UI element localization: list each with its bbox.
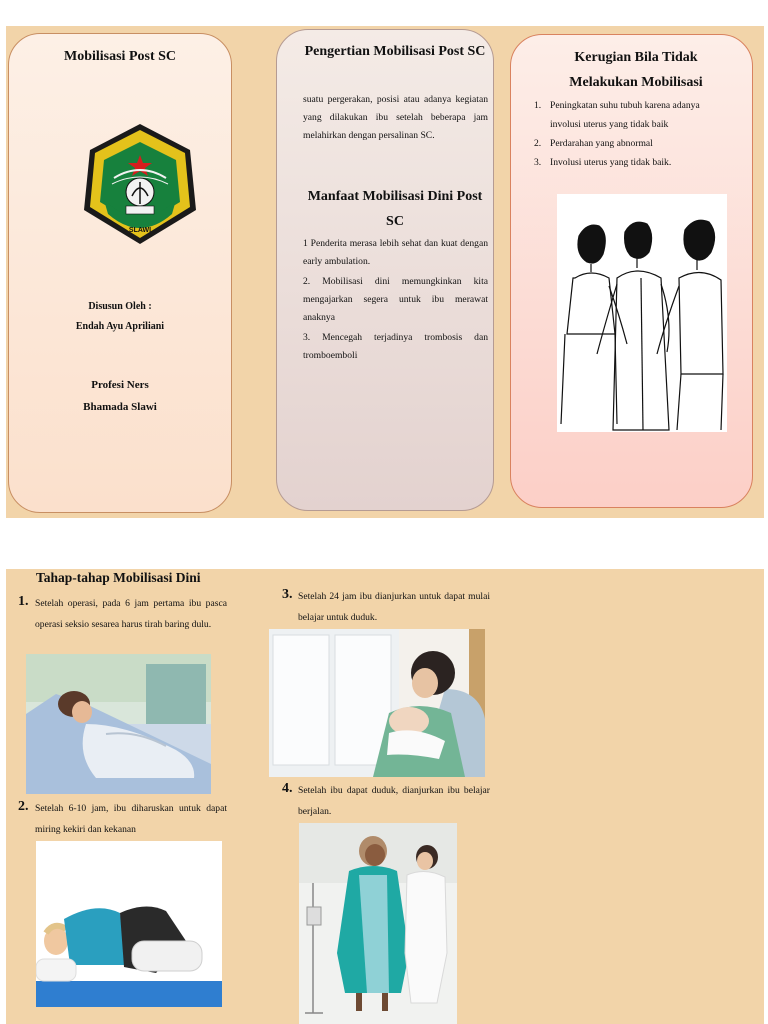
benefit-title: Manfaat Mobilisasi Dini Post SC	[307, 189, 483, 229]
steps-title: Tahap-tahap Mobilisasi Dini	[36, 570, 201, 585]
list-item: 1. Peningkatan suhu tubuh karena adanya involusi uterus yang tidak baik	[534, 100, 700, 130]
step-number: 2.	[18, 799, 29, 814]
step-text: Setelah ibu dapat duduk, dianjurkan ibu belajar berjalan.	[298, 785, 490, 817]
step-number: 1.	[18, 594, 29, 609]
step-text: Setelah 6-10 jam, ibu diharuskan untuk dapat miring kekiri dan kekanan	[35, 803, 227, 835]
step-number: 4.	[282, 781, 293, 796]
step-text: Setelah 24 jam ibu dianjurkan untuk dapat mulai belajar untuk duduk.	[298, 591, 490, 623]
walking-assist-illustration	[557, 194, 727, 432]
school-logo	[82, 122, 198, 246]
author-name: Endah Ayu Apriliani	[75, 321, 165, 332]
svg-text:SLAWI: SLAWI	[128, 227, 152, 234]
definition-text: suatu pergerakan, posisi atau adanya kegiatan yang dilakukan ibu setelah beberapa jam melahirkan dengan persalinan SC.	[303, 94, 488, 142]
list-item: 2. Perdarahan yang abnormal	[534, 138, 653, 149]
disadvantage-list	[534, 96, 730, 172]
cover-panel	[8, 33, 232, 513]
author-label: Disusun Oleh :	[88, 301, 152, 312]
disadvantage-title: Kerugian Bila Tidak Melakukan Mobilisasi	[569, 50, 703, 90]
institution-name: Bhamada Slawi	[83, 401, 157, 413]
photo-side-lying	[36, 841, 222, 1007]
step-text: Setelah operasi, pada 6 jam pertama ibu pasca operasi seksio sesarea harus tirah baring dulu.	[35, 598, 227, 630]
benefit-item: 3. Mencegah terjadinya trombosis dan tromboemboli	[303, 332, 488, 362]
photo-walking-assisted	[299, 823, 457, 1024]
definition-title: Pengertian Mobilisasi Post SC	[304, 44, 486, 59]
program-name: Profesi Ners	[91, 379, 149, 391]
cover-title: Mobilisasi Post SC	[63, 49, 176, 64]
list-item: 3. Involusi uterus yang tidak baik.	[534, 157, 672, 168]
photo-bed-rest	[26, 654, 211, 794]
step-number: 3.	[282, 587, 293, 602]
photo-sitting-with-baby	[269, 629, 485, 777]
benefit-item: 2. Mobilisasi dini memungkinkan kita mengajarkan segera untuk ibu merawat anaknya	[303, 276, 488, 324]
benefit-item: 1 Penderita merasa lebih sehat dan kuat dengan early ambulation.	[303, 238, 488, 268]
